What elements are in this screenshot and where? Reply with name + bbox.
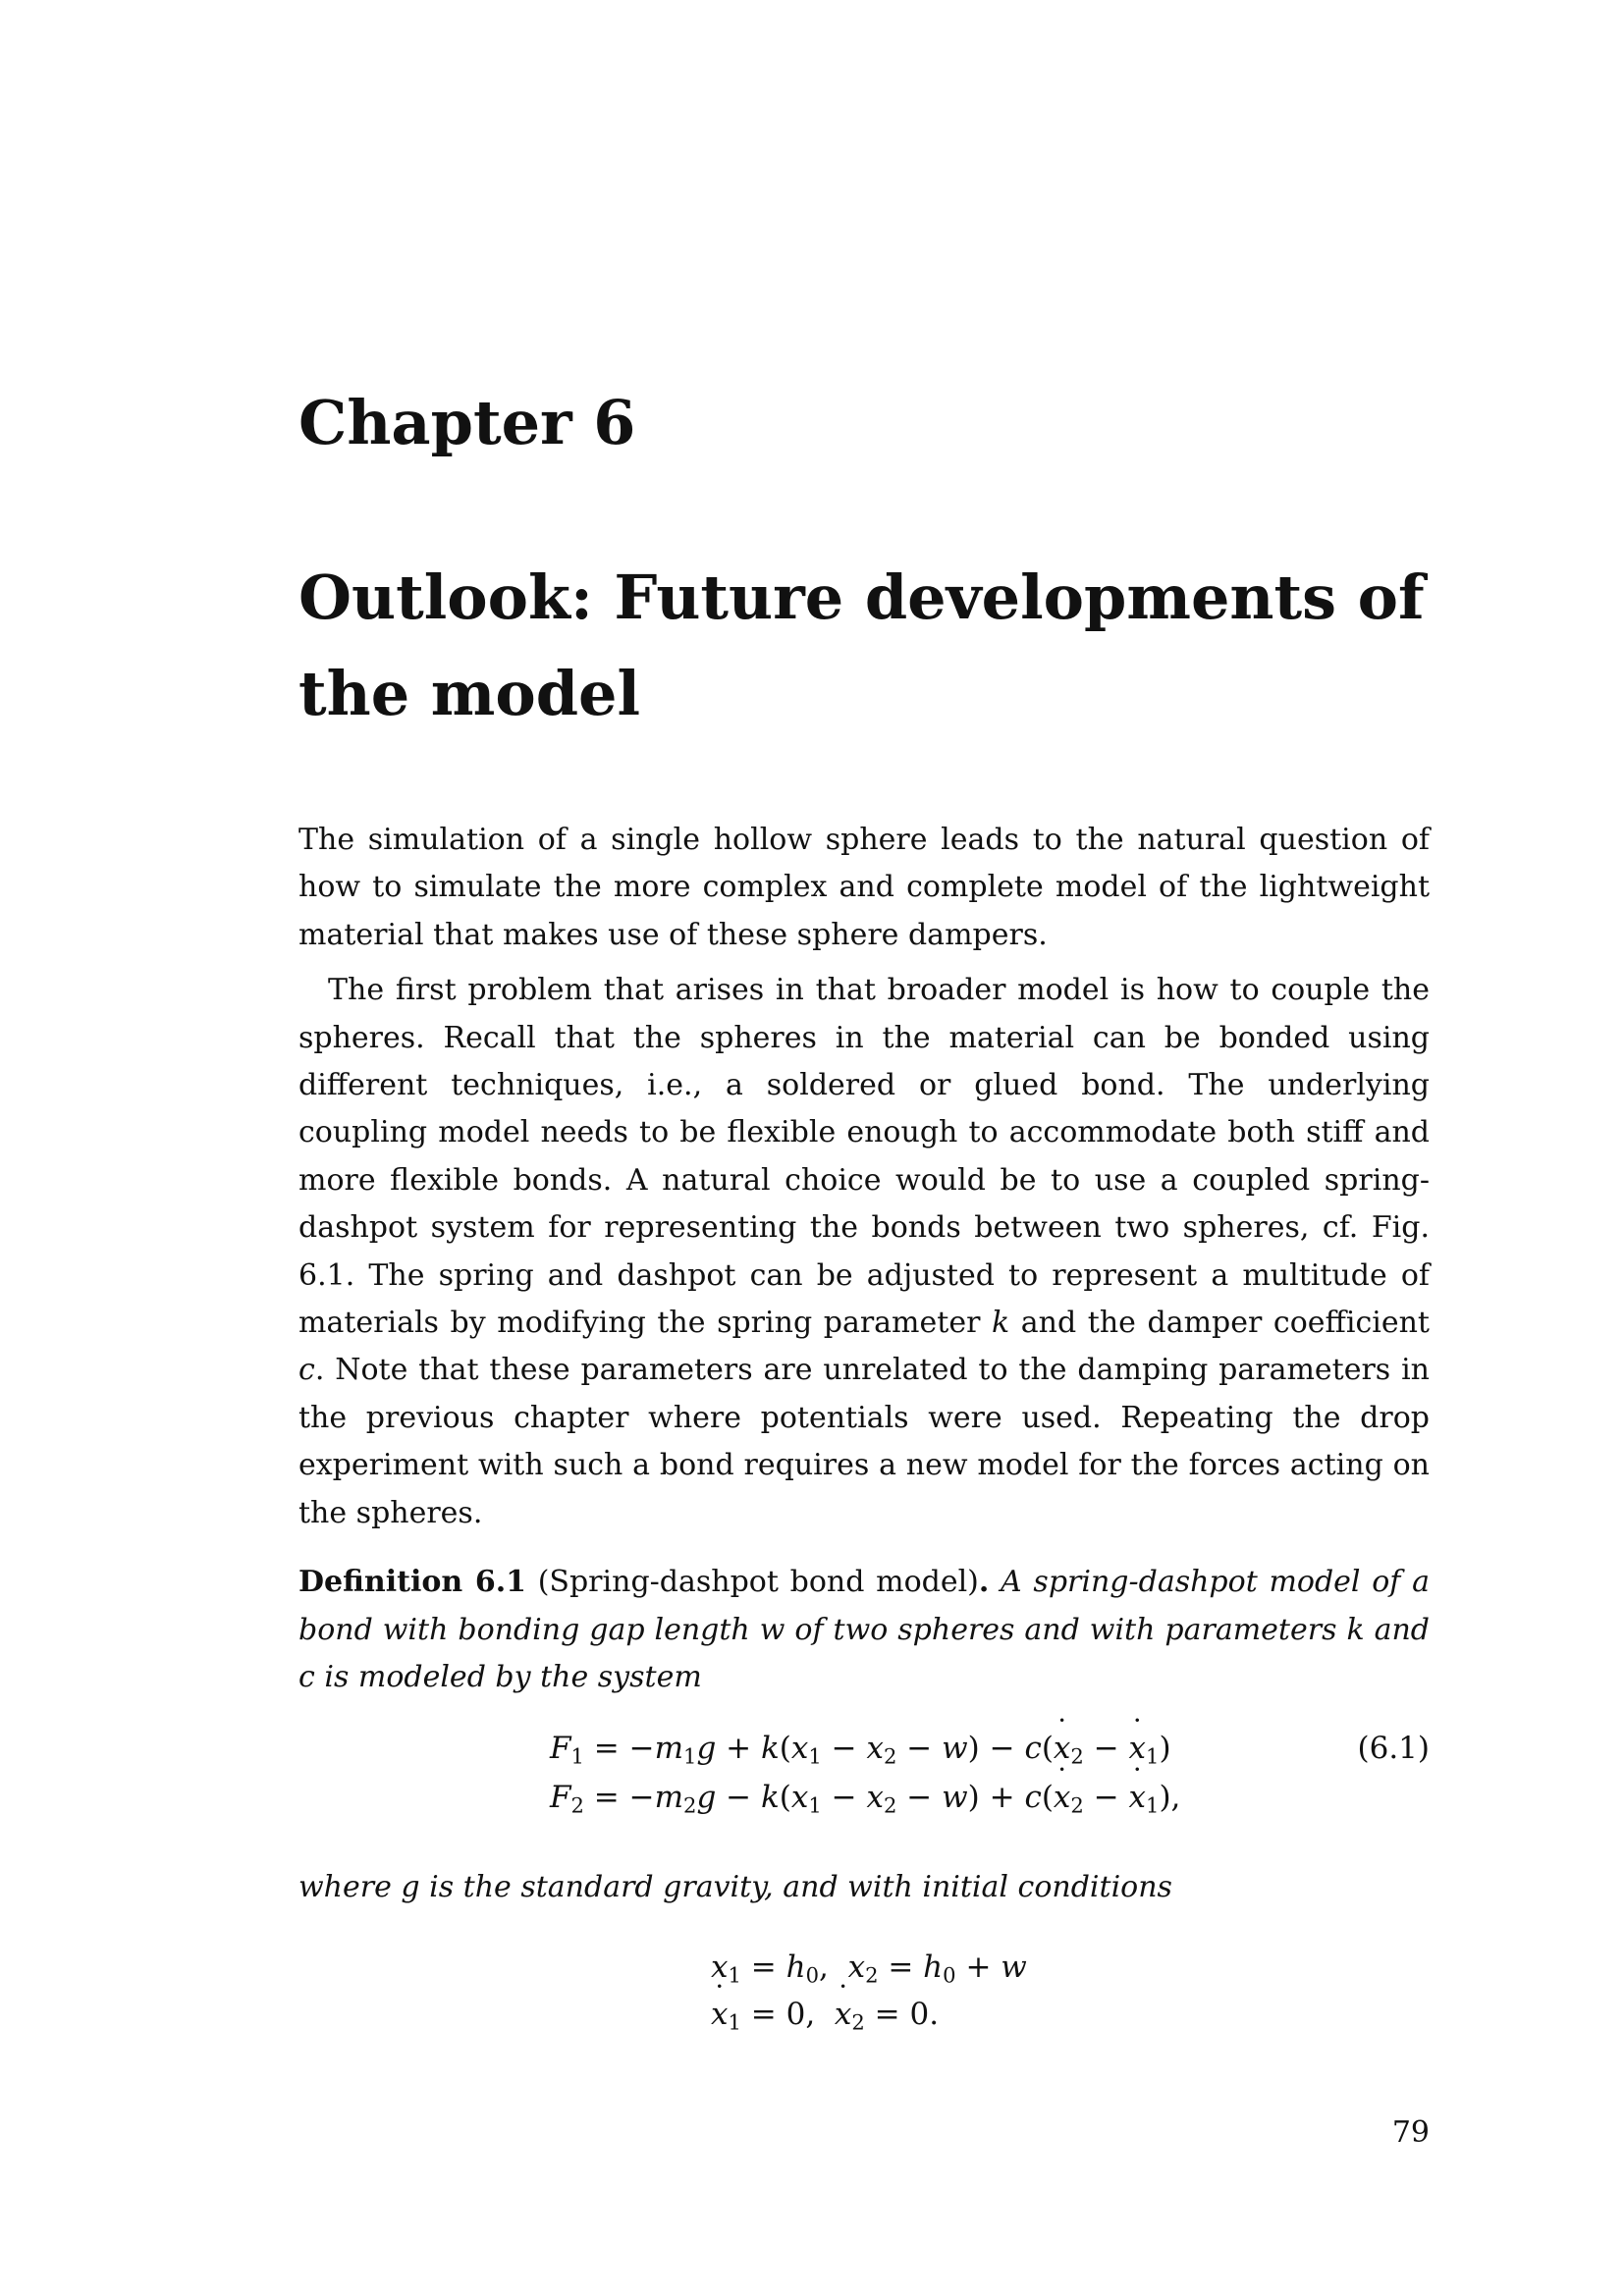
paragraph-coupling: The first problem that arises in that broader model is how to couple the spheres. Recall that the spheres in the material can be bonded using different techniques, i.e., a soldered or glued bond. The underlying coupling model needs to be flexible enough to accommodate both stiff and more flexible bonds. A natural choice would be to use a coupled spring-dashpot system for representing the bonds between two spheres, cf. Fig. 6.1. The spring and dashpot can be adjusted to represent a multitude of materials by modifying the spring parameter k and the damper coefficient c. Note that these parameters are unrelated to the damping parameters in the previous chapter where potentials were used. Repeating the drop experiment with such a bond requires a new model for the forces acting on the spheres. [298, 973, 1430, 1530]
initial-conditions [298, 1930, 1430, 2038]
document-page [298, 0, 1430, 2296]
spring-parameter-symbol: k [992, 1306, 1010, 1341]
chapter-title: Outlook: Future developments of the model [298, 561, 1425, 729]
damper-coefficient-symbol: c [298, 1353, 315, 1388]
equation-6-1 [298, 1719, 1430, 1829]
definition-heading: Definition 6.1 [298, 1565, 527, 1600]
initial-conditions-text: where g is the standard gravity, and with initial conditions [298, 1870, 1172, 1905]
page-number: 79 [1391, 2115, 1430, 2150]
paragraph-intro: The simulation of a single hollow sphere leads to the natural question of how to simulate the more complex and complete model of the lightweight material that makes use of these sphere dampers. [298, 823, 1430, 952]
initial-positions: $x_1 = h_0$, $x_2 = h_0 + w$ [711, 1949, 1027, 1987]
definition-name: (Spring-dashpot bond model) [526, 1565, 979, 1600]
chapter-label: Chapter 6 [298, 387, 636, 458]
chapter-body [298, 817, 1430, 2038]
equation-number: (6.1) [1357, 1731, 1430, 1767]
definition-6-1: Definition 6.1 (Spring-dashpot bond model). A spring-dashpot model of a bond with bonding gap length w of two spheres and with parameters k and c is modeled by the system [298, 1565, 1431, 1694]
initial-velocities: x $˙_1 = 0$, x $˙_2 = 0$. [711, 1991, 939, 2047]
equation-force-1: $F_1 = -m_1g + k(x_1 - x_2 - w) - c(x$ $˙_2 - x$ $˙_1$) [550, 1725, 1171, 1781]
equation-force-2: $F_2 = -m_2g - k(x_1 - x_2 - w) + c(x$ $˙_2 - x$ $˙_1$), [550, 1774, 1180, 1830]
